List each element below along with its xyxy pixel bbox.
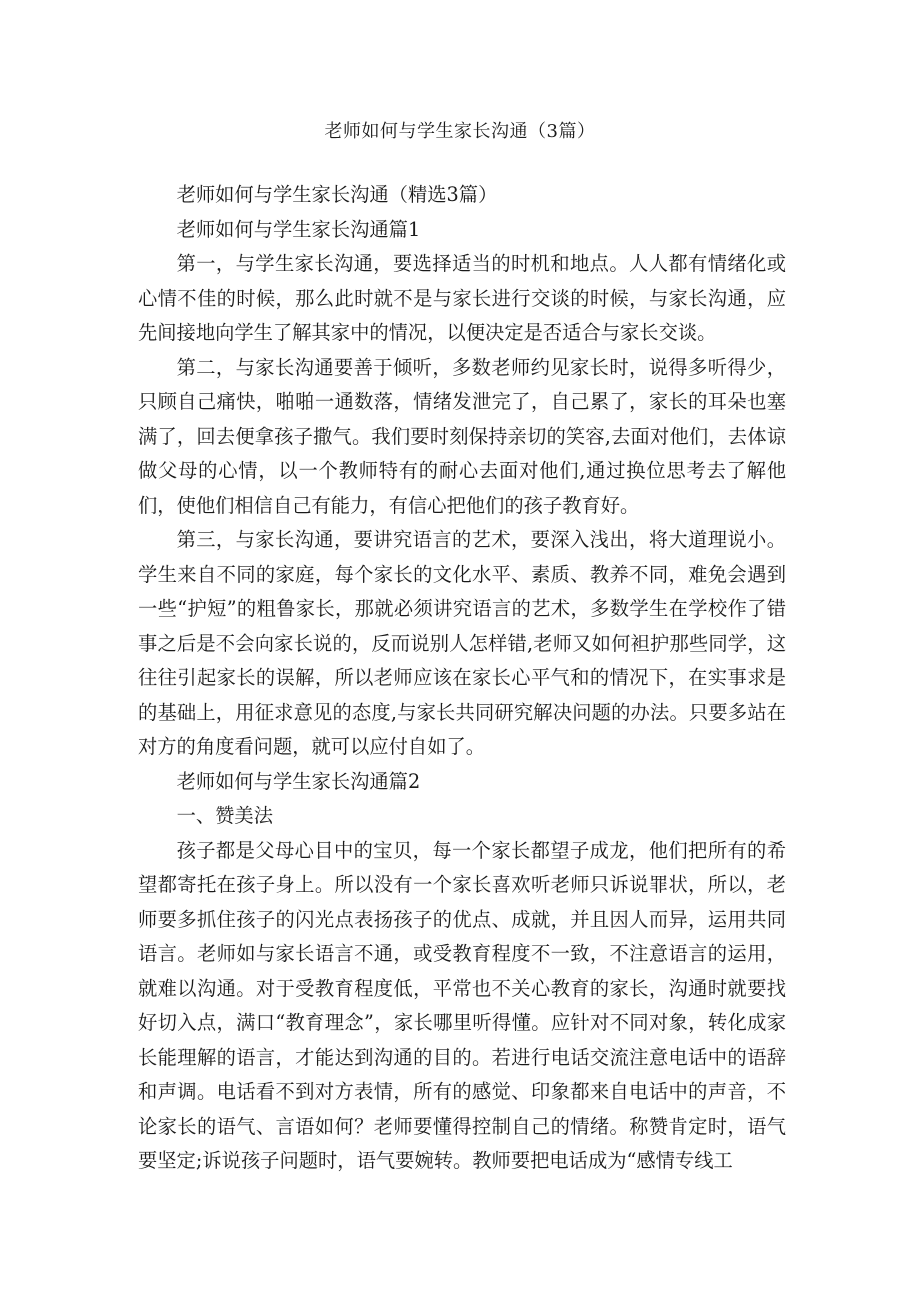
- document-body: [138, 178, 786, 1179]
- section-heading-1: 老师如何与学生家长沟通篇1: [176, 217, 421, 241]
- document-title: 老师如何与学生家长沟通（3篇）: [324, 121, 596, 142]
- section-heading-2: 老师如何与学生家长沟通篇2: [176, 769, 421, 793]
- paragraph: 第三，与家长沟通，要讲究语言的艺术，要深入浅出，将大道理说小。学生来自不同的家庭，每个家长的文化水平、素质、教养不同，难免会遇到一些“护短”的粗鲁家长，那就必须讲究语言的艺术，多数学生在学校作了错事之后是不会向家长说的，反而说别人怎样错,老师又如何袒护那些同学，这往往引起家长的误解，所以老师应该在家长心平气和的情况下，在实事求是的基础上，用征求意见的态度,与家长共同研究解决问题的办法。只要多站在对方的角度看问题，就可以应付自如了。: [138, 528, 786, 758]
- paragraph: 第一，与学生家长沟通，要选择适当的时机和地点。人人都有情绪化或心情不佳的时候，那么此时就不是与家长进行交谈的时候，与家长沟通，应先间接地向学生了解其家中的情况，以便决定是否适合与家长交谈。: [138, 252, 786, 344]
- document-subtitle: 老师如何与学生家长沟通（精选3篇）: [176, 183, 498, 206]
- subsection-heading: 一、赞美法: [176, 804, 273, 827]
- paragraph: 第二，与家长沟通要善于倾听，多数老师约见家长时，说得多听得少，只顾自己痛快，啪啪一通数落，情绪发泄完了，自己累了，家长的耳朵也塞满了，回去便拿孩子撒气。我们要时刻保持亲切的笑容,去面对他们，去体谅做父母的心情，以一个教师特有的耐心去面对他们,通过换位思考去了解他们，使他们相信自己有能力，有信心把他们的孩子教育好。: [138, 355, 786, 517]
- paragraph: 孩子都是父母心目中的宝贝，每一个家长都望子成龙，他们把所有的希望都寄托在孩子身上。所以没有一个家长喜欢听老师只诉说罪状，所以，老师要多抓住孩子的闪光点表扬孩子的优点、成就，并且因人而异，运用共同语言。老师如与家长语言不通，或受教育程度不一致，不注意语言的运用，就难以沟通。对于受教育程度低，平常也不关心教育的家长，沟通时就要找好切入点，满口“教育理念”，家长哪里听得懂。应针对不同对象，转化成家长能理解的语言，才能达到沟通的目的。若进行电话交流注意电话中的语辞和声调。电话看不到对方表情，所有的感觉、印象都来自电话中的声音，不论家长的语气、言语如何？老师要懂得控制自己的情绪。称赞肯定时，语气要坚定;诉说孩子问题时，语气要婉转。教师要把电话成为“感情专线工: [138, 838, 786, 1172]
